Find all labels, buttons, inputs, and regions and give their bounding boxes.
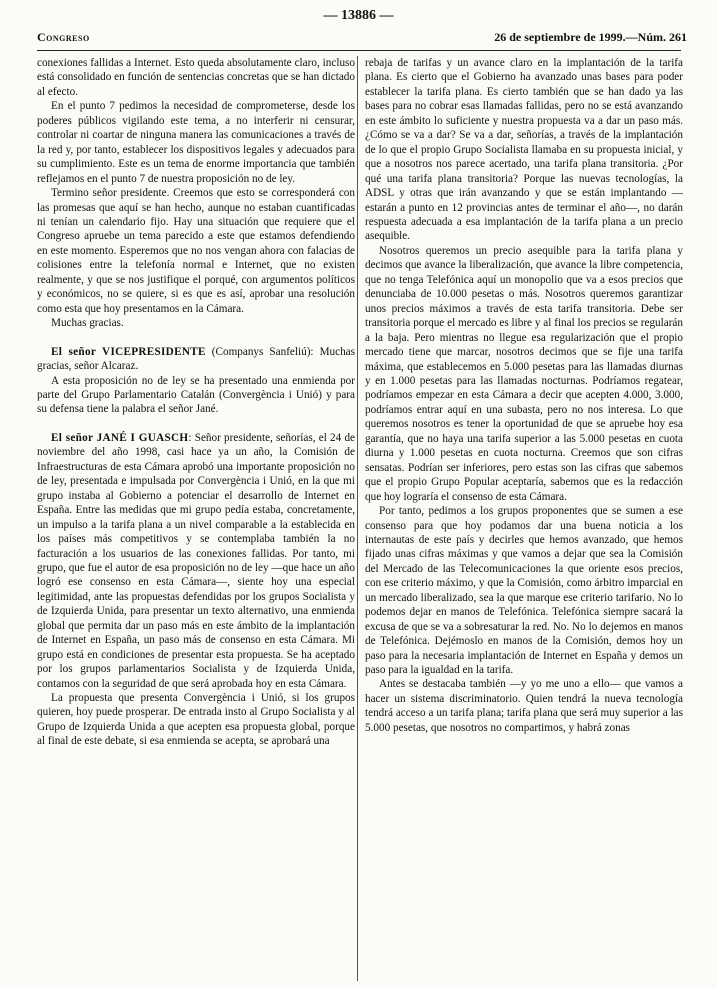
header-rule <box>37 50 681 51</box>
paragraph: A esta proposición no de ley se ha presentado una enmienda por parte del Grupo Parlamentario Catalán (Convergència i Unió) y para su defensa tiene la palabra el señor Jané. <box>37 374 355 416</box>
speaker-name: El señor JANÉ I GUASCH <box>51 431 189 444</box>
paragraph: conexiones fallidas a Internet. Esto queda absolutamente claro, incluso está consolidado en función de sentencias concretas que se han dictado al efecto. <box>37 57 355 98</box>
speaker-text: : Señor presidente, señorías, el 24 de noviembre del año 1998, casi hace ya un año, la Comisión de Infraestructuras de esta Cámara aprobó una importante proposición no de ley, presentada e impulsada por Convergència i Unió, en la que mi grupo instaba al Gobierno a potenciar el desarrollo de Internet en España. Entre las medidas que mi grupo pedía estaba, concretamente, un impulso a la tarifa plana a un nivel comparable a la establecida en los países más competitivos y se contemplaba también la no facturación a los usuarios de las conexiones fallidas. Por tanto, mi grupo, que fue el autor de esa proposición no de ley —que hace un año logró ese consenso en esta Cámara—, siente hoy una especial legitimidad, ante las propuestas defendidas por los grupos Socialista y de Izquierda Unida, para presentar un texto alternativo, una enmienda global que permita dar un paso más en este ámbito de la implantación de Internet en España, un paso más de consenso en esta Cámara. Mi grupo está en condiciones de presentar esta propuesta. Se ha aceptado por los grupos parlamentarios Socialista y de Izquierda Unida, contamos con la seguridad de que será aprobada hoy en esta Cámara. <box>37 431 356 690</box>
paragraph: Antes se destacaba también —y yo me uno a ello— que vamos a hacer un sistema discriminatorio. Quien tendrá la nueva tecnología tendrá acceso a un tarifa plana; tarifa plana que será muy superior a las 5.000 pesetas, que nosotros no compartimos, y habrá zonas <box>365 678 683 734</box>
right-column <box>365 56 683 735</box>
speaker-paragraph <box>37 345 355 374</box>
speaker-name: El señor VICEPRESIDENTE <box>51 345 206 358</box>
paragraph: Termino señor presidente. Creemos que esto se corresponderá con las promesas que aquí se han hecho, aunque no estaban cuantificadas ni tenían un calendario fijo. Hay una situación que requiere que el Congreso apruebe un tema parecido a este que estamos defendiendo en este momento. Esperemos que no nos vengan ahora con falacias de colisiones entre la telefonía normal e Internet, que no existen realmente, y que se nos justifique el porqué, con argumentos políticos y económicos, no se quiere, si es que es así, aprobar una resolución como esta que hoy presentamos en la Cámara. <box>37 187 355 315</box>
paragraph: Por tanto, pedimos a los grupos proponentes que se sumen a ese consenso para que hoy podamos dar una buena noticia a los internautas de este país y decirles que hemos avanzado, que hemos fijado unas cifras máximas y que vamos a dejar que sea la Comisión del Mercado de las Telecomunicaciones la que oriente esos precios, con ese criterio máximo, y que la Comisión, como árbitro imparcial en un mercado liberalizado, sea la que marque ese criterio tarifario. No lo podemos dejar en manos de Telefónica. Telefónica siempre sacará la excusa de que se va a sobresaturar la red. No. No lo dejemos en manos de Telefónica. Dejémoslo en manos de la Comisión, demos hoy un paso para la necesaria implantación de Internet en España y demos un paso para la igualdad en la tarifa. <box>365 505 683 677</box>
paragraph: La propuesta que presenta Convergència i Unió, si los grupos quieren, hoy puede prosperar. De entrada insto al Grupo Socialista y al Grupo de Izquierda Unida a que acepten esa propuesta global, porque al final de este debate, si esa enmienda se acepta, se aprobará una <box>37 692 355 748</box>
column-divider <box>357 56 358 981</box>
speaker-text: (Companys Sanfeliú): Muchas gracias, señor Alcaraz. <box>37 345 355 373</box>
paragraph: rebaja de tarifas y un avance claro en la implantación de la tarifa plana. Es cierto que el Gobierno ha avanzado unas bases para poder establecer la tarifa plana. Es cierto también que se han dado ya las bases para no cobrar esas llamadas fallidas, pero no se está avanzando en este ámbito lo suficiente y nuestra propuesta va a dar un paso más. ¿Cómo se va a dar? Se va a dar, señorías, a través de la implantación de lo que el propio Grupo Socialista llamaba en su propuesta inicial, y que a nosotros nos parece acertado, una tarifa plana transitoria. ¿Por qué una tarifa plana transitoria? Porque las nuevas tecnologías, la ADSL y otras que irán avanzando y que se están implantando —estarán a punto en 12 provincias antes de terminar el año—, no darán respuesta adecuada a esa implantación de la tarifa plana a un precio asequible. <box>365 57 683 243</box>
left-column <box>37 56 355 749</box>
paragraph: Nosotros queremos un precio asequible para la tarifa plana y decimos que avance la liberalización, que avance la libre competencia, que no tenga Telefónica aquí un monopolio que va a esos precios que denunciaba de 10.000 pesetas o más. Nosotros queremos garantizar unos precios máximos a través de esta tarifa transitoria. Debe ser transitoria porque el mercado es libre y al final los precios se regularán a la baja. Pero mientras no llegue esa regularización que el propio mercado tiene que marcar, nosotros decimos que se fije una tarifa máxima, que establecemos en 5.000 pesetas para las llamadas diurnas y en 1.000 pesetas para las llamadas nocturnas. Podríamos regatear, podríamos empezar en esta Cámara a decir que acepten 4.000, 3.000, podríamos entrar aquí en una subasta, pero no nos interesa. Lo que queremos nosotros es tener la oportunidad de que se apruebe hoy esa garantía, que no haya una tarifa superior a las 5.000 pesetas en cuota diurna y 1.000 pesetas en cuota nocturna. Creemos que son cifras sensatas. Podrían ser inferiores, pero estas son las cifras que sabemos que el propio Grupo Popular aceptaría, sabemos que es la redacción que hoy lograría el consenso de esta Cámara. <box>365 244 683 503</box>
paragraph: Muchas gracias. <box>51 317 124 330</box>
page-number: — 13886 — <box>323 8 394 23</box>
speaker-paragraph <box>37 431 355 691</box>
paragraph: En el punto 7 pedimos la necesidad de comprometerse, desde los poderes públicos vigilando este tema, a no interferir ni censurar, controlar ni coartar de ninguna manera las comunicaciones a través de la red y, por tanto, establecer los dispositivos legales y adecuados para su cumplimiento. Este es un tema de enorme importancia que también reflejamos en el punto 7 de nuestra proposición no de ley. <box>37 100 355 185</box>
journal-name: Congreso <box>37 30 90 44</box>
issue-date: 26 de septiembre de 1999.—Núm. 261 <box>494 30 687 44</box>
